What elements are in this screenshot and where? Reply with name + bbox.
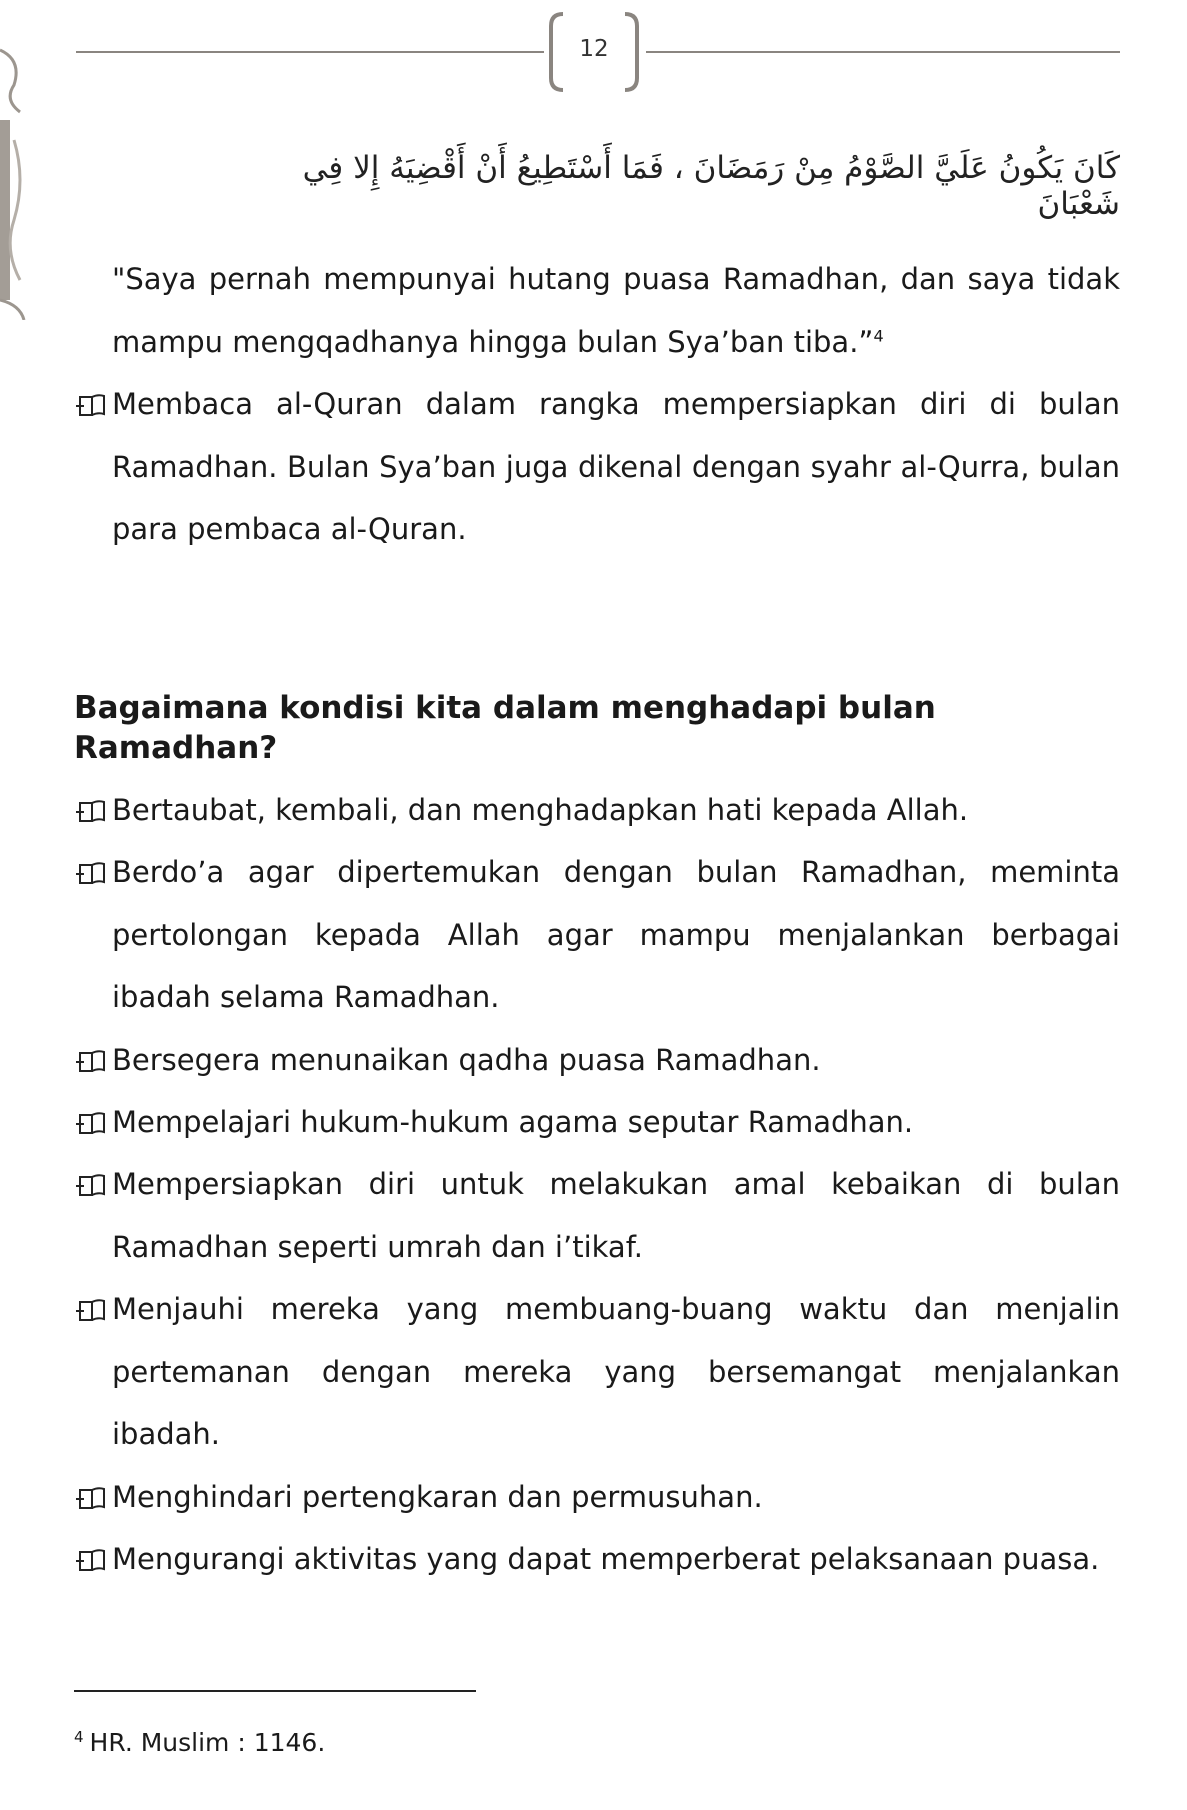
list-item-text: Bersegera menunaikan qadha puasa Ramadhan. xyxy=(112,1043,821,1077)
list-item-text: Menjauhi mereka yang membuang-buang waktu dan menjalin pertemanan dengan mereka yang bersemangat menjalankan ibadah. xyxy=(112,1292,1120,1451)
list-item xyxy=(74,373,1120,561)
footnote-rule xyxy=(74,1690,476,1692)
list-item-text: Bertaubat, kembali, dan menghadapkan hati kepada Allah. xyxy=(112,793,969,827)
page-number: 12 xyxy=(579,36,609,62)
book-icon xyxy=(74,1173,112,1197)
header-rule-right xyxy=(646,51,1120,53)
book-icon xyxy=(74,1111,112,1135)
footnote-number: 4 xyxy=(74,1727,84,1746)
list-item xyxy=(74,1466,1120,1529)
book-icon xyxy=(74,861,112,885)
list-item-text: Mengurangi aktivitas yang dapat memperberat pelaksanaan puasa. xyxy=(112,1542,1100,1576)
book-icon xyxy=(74,1298,112,1322)
list-item-text: Membaca al-Quran dalam rangka mempersiapkan diri di bulan Ramadhan. Bulan Sya’ban juga dikenal dengan syahr al-Qurra, bulan para pembaca al-Quran. xyxy=(112,387,1120,546)
book-icon xyxy=(74,393,112,417)
list-item xyxy=(74,779,1120,842)
book-icon xyxy=(74,1049,112,1073)
list-item xyxy=(74,1029,1120,1092)
list-item-text: Mempelajari hukum-hukum agama seputar Ramadhan. xyxy=(112,1105,914,1139)
list-item xyxy=(74,1528,1120,1591)
section-heading: Bagaimana kondisi kita dalam menghadapi bulan Ramadhan? xyxy=(74,690,936,766)
footnote-text: HR. Muslim : 1146. xyxy=(89,1728,326,1757)
header-rule-left xyxy=(76,51,544,53)
hadith-translation-text: "Saya pernah mempunyai hutang puasa Ramadhan, dan saya tidak mampu mengqadhanya hingga bulan Sya’ban tiba.” xyxy=(112,262,1120,359)
footnote-reference: 4 xyxy=(873,325,884,345)
arabic-hadith-text: كَانَ يَكُونُ عَلَيَّ الصَّوْمُ مِنْ رَمَضَانَ ، فَمَا أَسْتَطِيعُ أَنْ أَقْضِيَهُ إِلا فِي شَعْبَانَ xyxy=(302,150,1120,222)
hadith-translation xyxy=(112,248,1120,373)
list-item xyxy=(74,1278,1120,1466)
book-icon xyxy=(74,1486,112,1510)
footnote xyxy=(74,1728,325,1757)
list-item xyxy=(74,1153,1120,1278)
list-item-text: Berdo’a agar dipertemukan dengan bulan Ramadhan, meminta pertolongan kepada Allah agar mampu menjalankan berbagai ibadah selama Ramadhan. xyxy=(112,855,1120,1014)
list-item xyxy=(74,1091,1120,1154)
side-ornament-icon xyxy=(0,40,30,320)
list-item-text: Mempersiapkan diri untuk melakukan amal kebaikan di bulan Ramadhan seperti umrah dan i’tikaf. xyxy=(112,1167,1120,1264)
list-item-text: Menghindari pertengkaran dan permusuhan. xyxy=(112,1480,763,1514)
book-icon xyxy=(74,1548,112,1572)
book-icon xyxy=(74,799,112,823)
list-item xyxy=(74,841,1120,1029)
